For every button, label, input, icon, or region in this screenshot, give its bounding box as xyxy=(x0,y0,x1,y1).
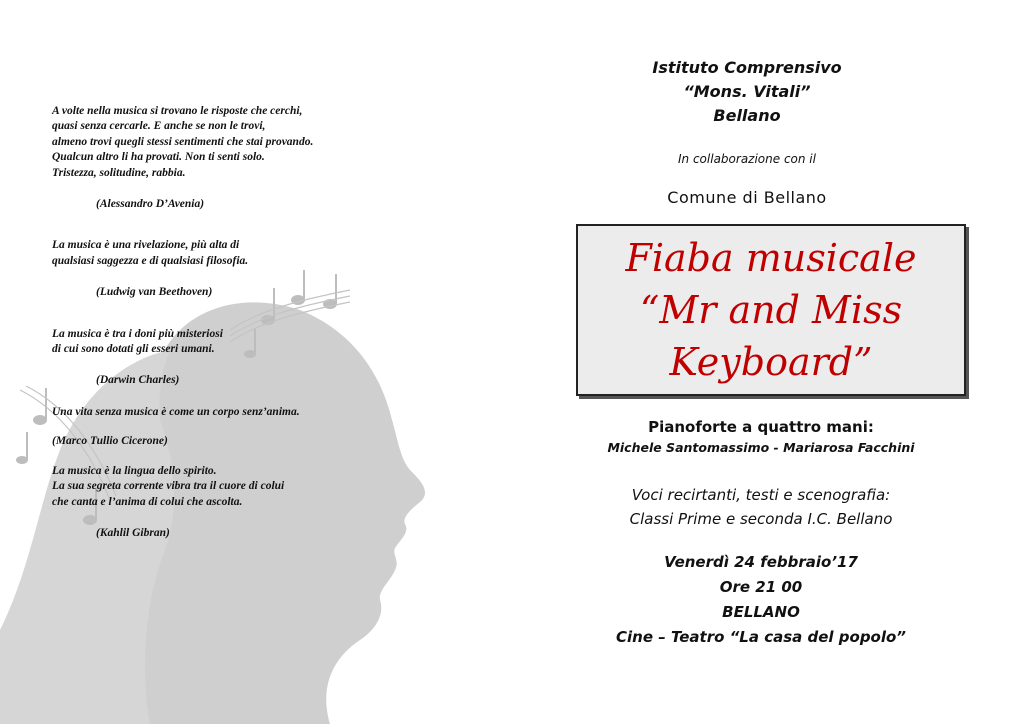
institute-heading xyxy=(512,56,982,128)
quote-block xyxy=(52,238,412,300)
quote-line: che canta e l’anima di colui che ascolta. xyxy=(52,495,243,508)
quote-author: (Marco Tullio Cicerone) xyxy=(52,435,168,448)
collaboration-text: In collaborazione con il xyxy=(678,152,816,166)
event-town: BELLANO xyxy=(722,603,800,621)
voci-heading: Voci recirtanti, testi e scenografia: xyxy=(631,486,891,504)
quotes-column xyxy=(52,104,412,541)
quote-line: La musica è tra i doni più misteriosi xyxy=(52,327,223,340)
quote-block xyxy=(52,464,412,542)
quote-line: La sua segreta corrente vibra tra il cuore di colui xyxy=(52,480,285,493)
quote-line: quasi senza cercarle. E anche se non le trovi, xyxy=(52,120,266,133)
quote-line: A volte nella musica si trovano le risposte che cerchi, xyxy=(52,105,303,117)
quote-line: Tristezza, solitudine, rabbia. xyxy=(52,166,186,179)
institute-line: Istituto Comprensivo xyxy=(652,58,842,77)
quote-block xyxy=(52,104,412,212)
event-details xyxy=(526,550,996,650)
event-date: Venerdì 24 febbraio’17 xyxy=(664,553,858,571)
title-line: Fiaba musicale xyxy=(625,236,917,280)
title-line: Keyboard” xyxy=(669,340,873,384)
quote-block xyxy=(52,327,412,389)
quote-author: (Ludwig van Beethoven) xyxy=(96,286,213,299)
piano-performers: Michele Santomassimo - Mariarosa Facchini xyxy=(607,440,915,455)
classes-text: Classi Prime e seconda I.C. Bellano xyxy=(629,510,893,528)
event-venue: Cine – Teatro “La casa del popolo” xyxy=(616,628,906,646)
quote-line: Una vita senza musica è come un corpo senz’anima. xyxy=(52,405,300,418)
quote-block xyxy=(52,405,412,450)
institute-line: “Mons. Vitali” xyxy=(683,82,811,101)
quote-line: La musica è una rivelazione, più alta di xyxy=(52,239,240,252)
quote-line: La musica è la lingua dello spirito. xyxy=(52,464,217,477)
quote-line: di cui sono dotati gli esseri umani. xyxy=(52,343,215,356)
institute-line: Bellano xyxy=(713,106,781,125)
event-time: Ore 21 00 xyxy=(719,578,803,596)
quote-line: Qualcun altro li ha provati. Non ti senti solo. xyxy=(52,151,265,164)
piano-heading: Pianoforte a quattro mani: xyxy=(648,418,874,436)
quote-author: (Kahlil Gibran) xyxy=(96,526,170,539)
title-box xyxy=(576,224,966,396)
quote-author: (Alessandro D’Avenia) xyxy=(96,198,205,211)
title-line: “Mr and Miss xyxy=(639,288,903,332)
quote-line: qualsiasi saggezza e di qualsiasi filosofia. xyxy=(52,254,249,267)
quote-line: almeno trovi quegli stessi sentimenti che stai provando. xyxy=(52,135,314,148)
quote-author: (Darwin Charles) xyxy=(96,374,180,387)
comune-name: Comune di Bellano xyxy=(667,188,827,207)
right-page xyxy=(512,0,1024,724)
